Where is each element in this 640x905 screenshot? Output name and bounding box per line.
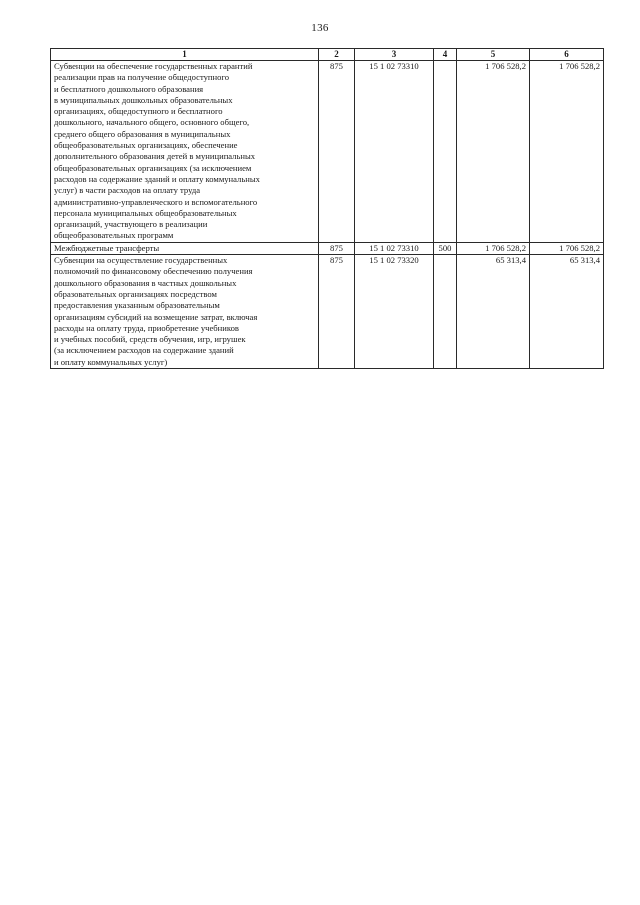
- table-row: [51, 61, 604, 243]
- row-name-cell: Субвенции на обеспечение государственных гарантий реализации прав на получение общедоступного и бесплатного дошкольного образования в муниципальных дошкольных образовательных организациях, общедоступного и бесплатного дошкольного, начального общего, основного общего, среднего общего образования в муниципальных общеобразовательных организациях, обеспечение дополнительного образования детей в муниципальных общеобразовательных организациях (за исключением расходов на содержание зданий и оплату коммунальных услуг) в части расходов на оплату труда административно-управленческого и вспомогательного персонала муниципальных общеобразовательных организаций, участвующего в реализации общеобразовательных программ: [51, 61, 319, 243]
- ministry-code-cell: 875: [319, 61, 355, 243]
- row-name-cell: Межбюджетные трансферты: [51, 242, 319, 254]
- table-header-row: [51, 49, 604, 61]
- table-row: [51, 255, 604, 369]
- expense-type-cell: [434, 255, 457, 369]
- target-article-cell: 15 1 02 73310: [355, 61, 434, 243]
- target-article-cell: 15 1 02 73320: [355, 255, 434, 369]
- column-header-3: 3: [355, 49, 434, 61]
- column-header-1: 1: [51, 49, 319, 61]
- amount-year1-cell: 65 313,4: [457, 255, 530, 369]
- budget-table: [50, 48, 604, 369]
- amount-year2-cell: 65 313,4: [530, 255, 604, 369]
- target-article-cell: 15 1 02 73310: [355, 242, 434, 254]
- expense-type-cell: [434, 61, 457, 243]
- column-header-6: 6: [530, 49, 604, 61]
- column-header-2: 2: [319, 49, 355, 61]
- amount-year1-cell: 1 706 528,2: [457, 61, 530, 243]
- table-row: [51, 242, 604, 254]
- amount-year2-cell: 1 706 528,2: [530, 242, 604, 254]
- column-header-5: 5: [457, 49, 530, 61]
- page-number: 136: [311, 22, 329, 34]
- expense-type-cell: 500: [434, 242, 457, 254]
- ministry-code-cell: 875: [319, 255, 355, 369]
- amount-year1-cell: 1 706 528,2: [457, 242, 530, 254]
- ministry-code-cell: 875: [319, 242, 355, 254]
- row-name-cell: Субвенции на осуществление государственных полномочий по финансовому обеспечению получения дошкольного образования в частных дошкольных образовательных организациях посредством предоставления указанным образовательным организациям субсидий на возмещение затрат, включая расходы на оплату труда, приобретение учебников и учебных пособий, средств обучения, игр, игрушек (за исключением расходов на содержание зданий и оплату коммунальных услуг): [51, 255, 319, 369]
- column-header-4: 4: [434, 49, 457, 61]
- amount-year2-cell: 1 706 528,2: [530, 61, 604, 243]
